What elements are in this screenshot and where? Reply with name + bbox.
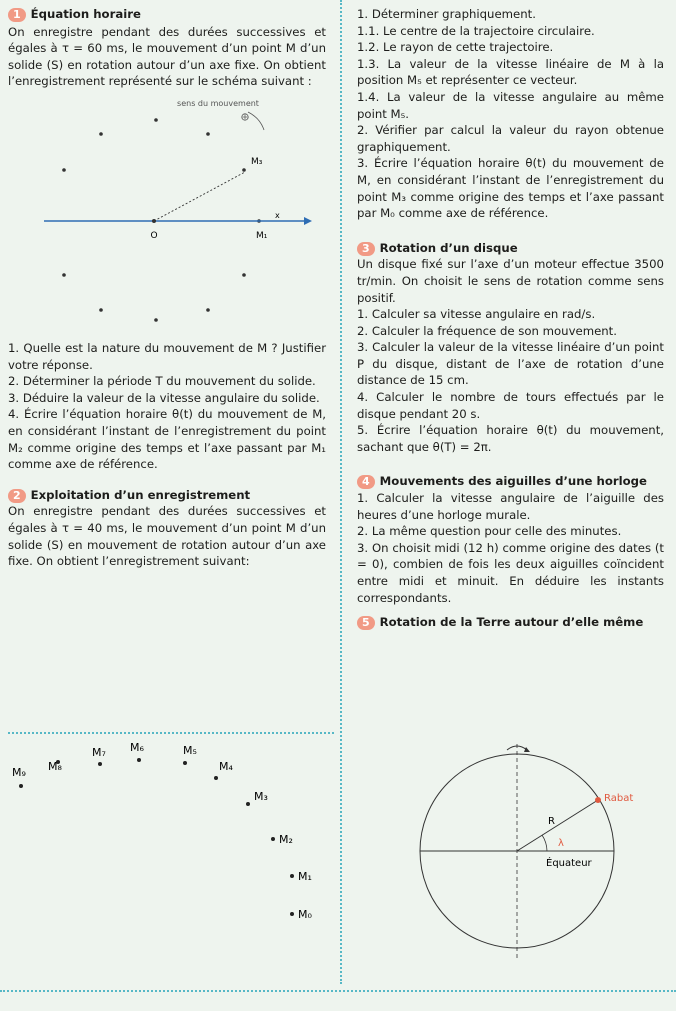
record-point (183, 761, 187, 765)
record-point (19, 784, 23, 788)
fig1-m3-label: M₃ (251, 156, 263, 167)
exercise-4-q1: 1. Calculer la vitesse angulaire de l’aiguille des heures d’une horloge murale. (357, 491, 664, 522)
equator-label: Équateur (546, 858, 592, 869)
record-point (214, 776, 218, 780)
exercise-4-q3: 3. On choisit midi (12 h) comme origine des dates (t = 0), combien de fois les deux aiguilles coïncident entre midi et minuit. En déduire les instants correspondants. (357, 540, 664, 605)
record-point-label: M₄ (219, 760, 233, 773)
exercise-2-figure (8, 738, 338, 968)
exercise-3-title: Rotation d’un disque (379, 240, 518, 255)
exercise-1-intro: On enregistre pendant des durées successives et égales à τ = 60 ms, le mouvement d’un point M d’un solide (S) en rotation autour d’un axe fixe. On obtient l’enregistrement représenté sur le schéma suivant : (8, 24, 326, 89)
rabat-label: Rabat (604, 793, 634, 804)
record-point (246, 802, 250, 806)
exercise-2-heading (8, 487, 326, 504)
exercise-2-q1: 1. Déterminer graphiquement. (357, 7, 536, 21)
exercise-3-q4: 4. Calculer le nombre de tours effectués par le disque pendant 20 s. (357, 390, 664, 421)
record-point-label: M₅ (183, 744, 197, 757)
exercise-1-q2: 2. Déterminer la période T du mouvement du solide. (8, 374, 316, 389)
fig1-points (62, 118, 261, 322)
exercise-5-figure (352, 738, 670, 978)
exercise-1-q1: 1. Quelle est la nature du mouvement de M ? Justifier votre réponse. (8, 340, 326, 372)
record-point (271, 837, 275, 841)
exercise-5-title: Rotation de la Terre autour d’elle même (379, 615, 644, 630)
record-point (98, 762, 102, 766)
exercise-3-heading (357, 240, 664, 257)
exercise-2-title: Exploitation d’un enregistrement (30, 487, 251, 502)
exercise-2-q12: 1.2. Le rayon de cette trajectoire. (357, 40, 554, 55)
exercise-1-q3: 3. Déduire la valeur de la vitesse angulaire du solide. (8, 390, 320, 405)
exercise-3-q5: 5. Écrire l’équation horaire θ(t) du mouvement, sachant que θ(T) = 2π. (357, 423, 664, 454)
rabat-point (595, 797, 601, 803)
exercise-2-intro: On enregistre pendant des durées successives et égales à τ = 40 ms, le mouvement d’un point M d’un solide (S) en mouvement de rotation autour d’un axe fixe. On obtient l’enregistrement suivant: (8, 504, 326, 569)
exercise-5-badge: 5 (357, 616, 375, 630)
exercise-4-badge: 4 (357, 475, 375, 489)
exercise-1-badge: 1 (8, 8, 26, 22)
radius-label: R (548, 816, 555, 827)
record-point-label: M₈ (48, 760, 62, 773)
exercise-1-title: Équation horaire (30, 7, 141, 21)
left-column (8, 6, 326, 570)
exercise-3-q1: 1. Calculer sa vitesse angulaire en rad/s. (357, 307, 596, 322)
record-point (137, 758, 141, 762)
exercise-3-q3: 3. Calculer la valeur de la vitesse linéaire d’un point P du disque, distant de l’axe de rotation d’une distance de 15 cm. (357, 340, 664, 388)
record-point-label: M₆ (130, 741, 144, 754)
fig1-o-label: O (150, 230, 158, 241)
exercise-2-q3: 3. Écrire l’équation horaire θ(t) du mouvement de M, en considérant l’instant de l’enregistrement du point M₃ comme origine des temps et l’axe passant par M₀ comme axe de référence. (357, 156, 664, 221)
page-bottom-divider (0, 990, 676, 992)
exercise-2-q11: 1.1. Le centre de la trajectoire circulaire. (357, 23, 595, 38)
exercise-2-q14: 1.4. La valeur de la vitesse angulaire au même point M₅. (357, 89, 664, 121)
figure-2-frame-top (8, 732, 334, 734)
exercise-3-badge: 3 (357, 242, 375, 256)
exercise-3-q2: 2. Calculer la fréquence de son mouvement. (357, 323, 617, 338)
record-point (290, 874, 294, 878)
exercise-1-q4: 4. Écrire l’équation horaire θ(t) du mouvement de M, en considérant l’instant de l’enregistrement du point M₂ comme origine des temps et l’axe passant par M₁ comme axe de référence. (8, 407, 326, 472)
exercise-2-q13: 1.3. La valeur de la vitesse linéaire de M à la position M₅ et représenter ce vecteur. (357, 56, 664, 88)
direction-arrow (248, 112, 264, 130)
fig1-x-label: x (275, 210, 280, 220)
lambda-label: λ (558, 838, 564, 849)
exercise-5-heading (357, 614, 664, 631)
exercise-4-heading (357, 473, 664, 490)
fig1-radius (154, 172, 245, 221)
record-point-label: M₁ (298, 870, 312, 883)
record-point-label: M₉ (12, 766, 26, 779)
exercise-1-heading (8, 6, 326, 23)
latitude-arc (542, 835, 547, 851)
exercise-4-q2: 2. La même question pour celle des minutes. (357, 524, 622, 539)
record-point-label: M₃ (254, 790, 268, 803)
column-divider (340, 0, 342, 984)
record-point-label: M₇ (92, 746, 106, 759)
exercise-4-title: Mouvements des aiguilles d’une horloge (379, 474, 647, 489)
record-point (290, 912, 294, 916)
fig1-m1-label: M₁ (256, 230, 268, 241)
exercise-2-q2: 2. Vérifier par calcul la valeur du rayon obtenue graphiquement. (357, 123, 664, 154)
record-point-label: M₂ (279, 833, 293, 846)
right-column (357, 6, 664, 631)
record-point-label: M₀ (298, 908, 312, 921)
exercise-3-intro: Un disque fixé sur l’axe d’un moteur effectue 3500 tr/min. On choisit le sens de rotation comme sens positif. (357, 257, 664, 305)
exercise-1-figure (8, 90, 326, 340)
exercise-2-badge: 2 (8, 489, 26, 503)
fig1-sens-label: sens du mouvement (177, 98, 259, 108)
